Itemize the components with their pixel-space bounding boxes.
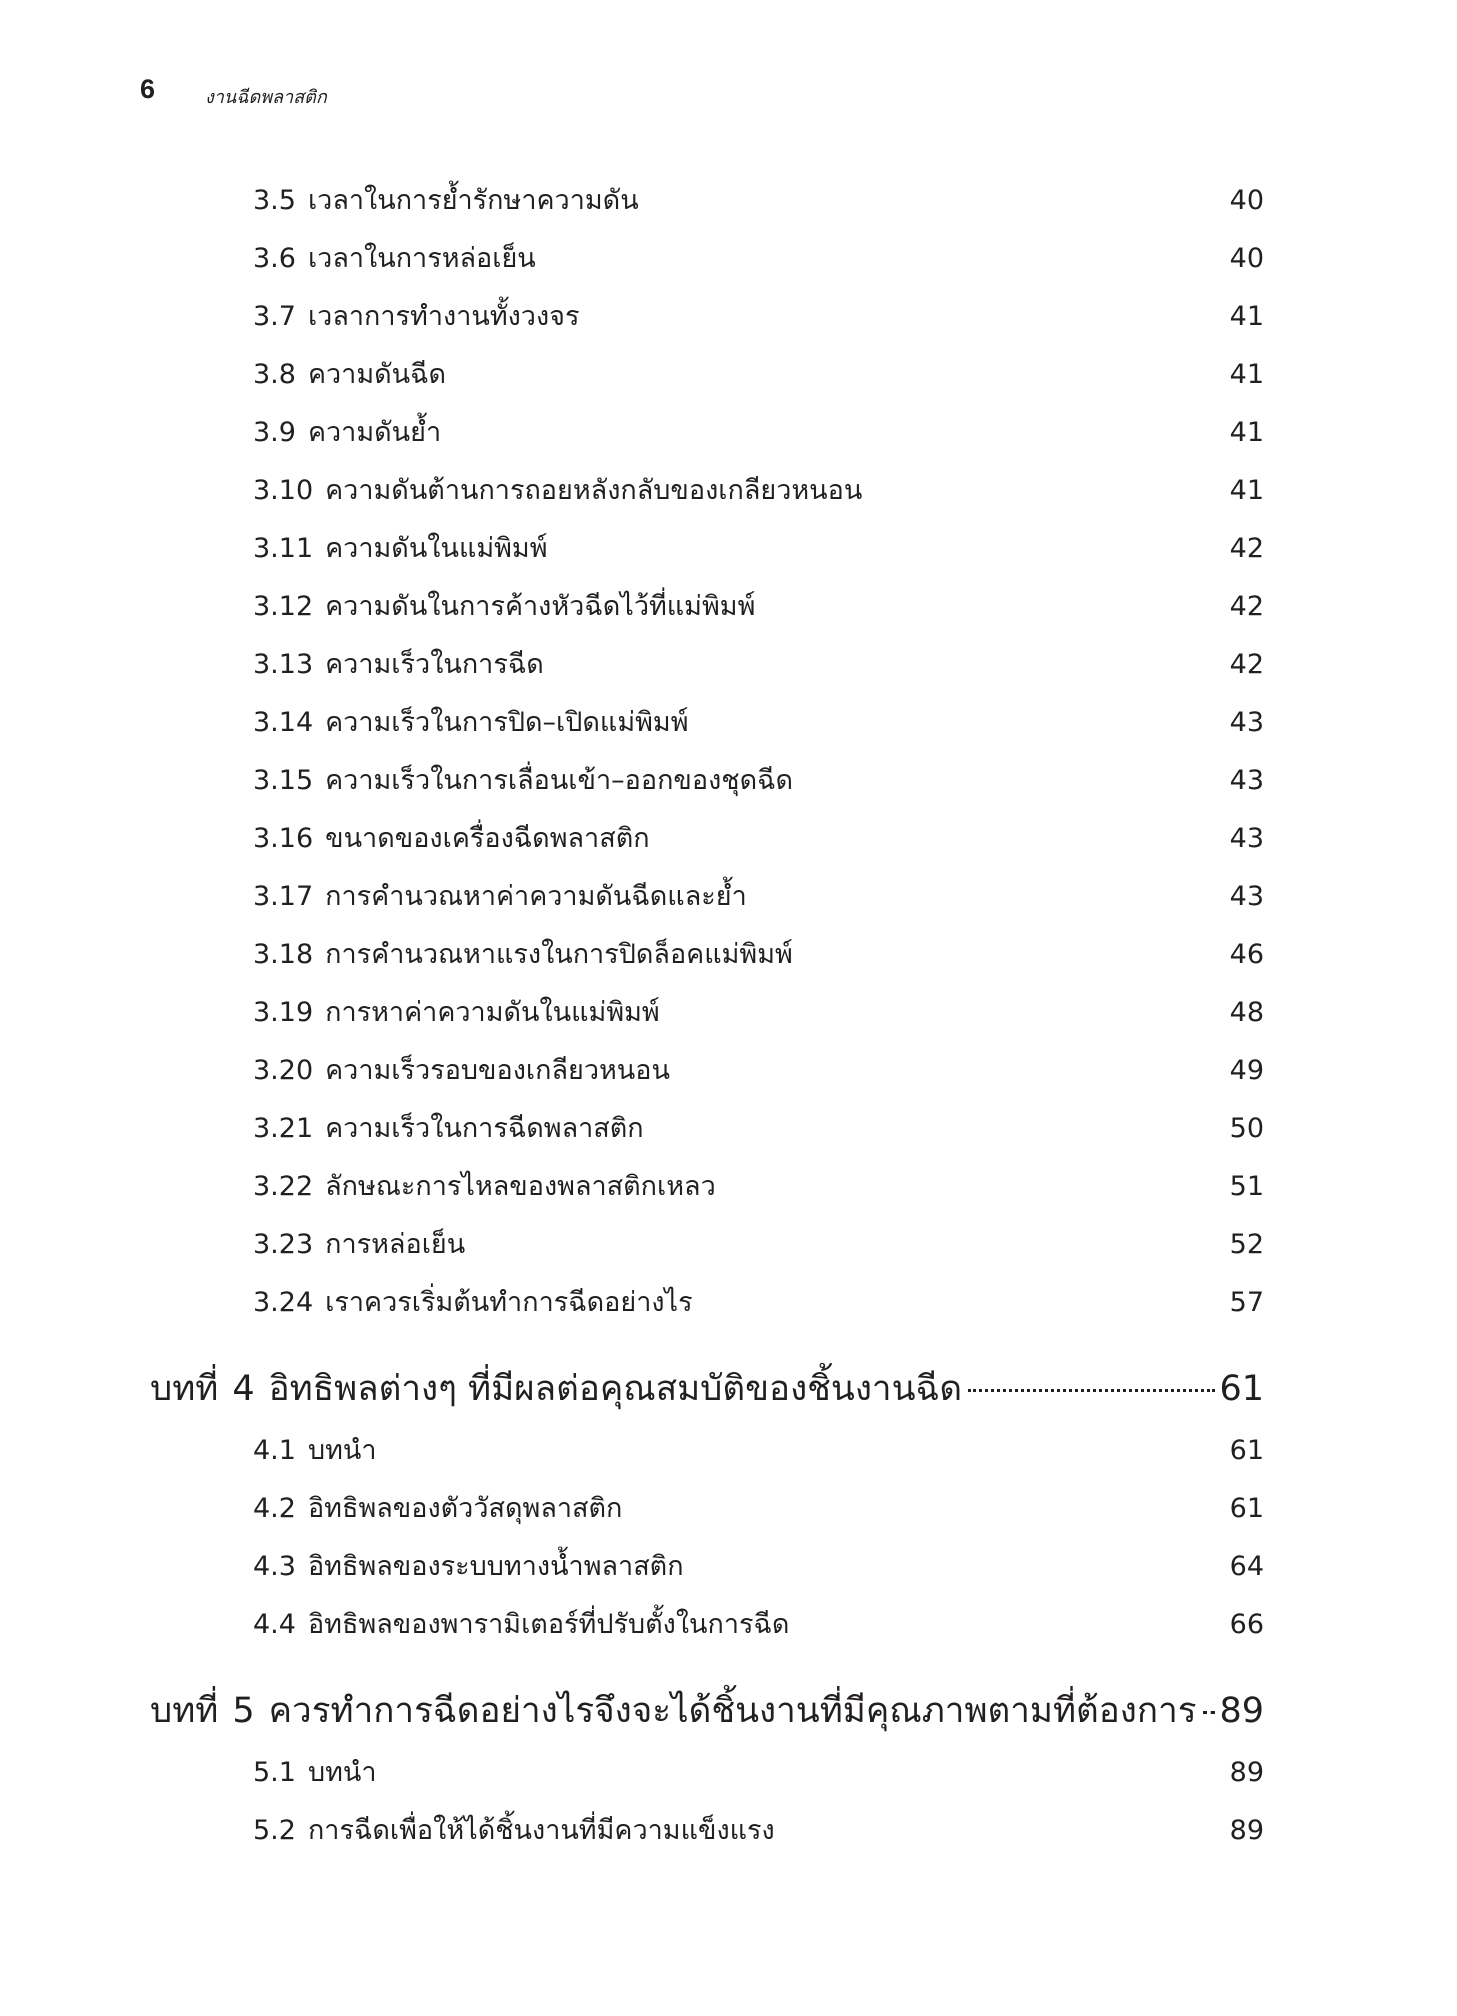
entry-number: 3.7 — [253, 301, 296, 332]
entry-number: 3.13 — [253, 649, 314, 680]
entry-number: 3.10 — [253, 475, 314, 506]
toc-entry — [253, 645, 1264, 685]
entry-page: 42 — [1229, 533, 1264, 564]
entry-number: 3.8 — [253, 359, 296, 390]
entry-number: 3.12 — [253, 591, 314, 622]
entry-page: 42 — [1229, 591, 1264, 622]
running-title: งานฉีดพลาสติก — [205, 87, 327, 108]
toc-entry — [253, 1283, 1264, 1323]
entry-title: บทนำ — [307, 1435, 377, 1466]
toc-entry — [253, 993, 1264, 1033]
entry-page: 57 — [1229, 1287, 1264, 1318]
entry-number: 3.22 — [253, 1171, 314, 1202]
toc-entry — [253, 935, 1264, 975]
entry-title: การฉีดเพื่อให้ได้ชิ้นงานที่มีความแข็งแรง — [307, 1815, 775, 1846]
entry-page: 41 — [1229, 417, 1264, 448]
entry-page: 40 — [1229, 185, 1264, 216]
entry-title: ความเร็วรอบของเกลียวหนอน — [325, 1055, 670, 1086]
entry-title: เวลาในการย้ำรักษาความดัน — [307, 185, 639, 216]
entry-number: 4.2 — [253, 1493, 296, 1524]
dot-leader — [968, 1389, 1215, 1392]
entry-page: 41 — [1229, 301, 1264, 332]
toc-entry — [253, 1753, 1264, 1793]
entry-page: 61 — [1229, 1493, 1264, 1524]
entry-title: ความดันย้ำ — [307, 417, 442, 448]
entry-title: ขนาดของเครื่องฉีดพลาสติก — [325, 823, 650, 854]
entry-page: 41 — [1229, 359, 1264, 390]
toc-entry — [253, 471, 1264, 511]
entry-page: 49 — [1229, 1055, 1264, 1086]
entry-title: ความเร็วในการเลื่อนเข้า–ออกของชุดฉีด — [325, 765, 794, 796]
entry-page: 46 — [1229, 939, 1264, 970]
entry-title: อิทธิพลของพารามิเตอร์ที่ปรับตั้งในการฉีด — [307, 1609, 790, 1640]
page-header — [0, 70, 1457, 110]
toc-entry — [253, 413, 1264, 453]
chapter-number: 4 — [232, 1369, 255, 1409]
toc-entry — [253, 297, 1264, 337]
entry-number: 3.11 — [253, 533, 314, 564]
toc-entry — [253, 1547, 1264, 1587]
toc-entry — [253, 181, 1264, 221]
entry-page: 42 — [1229, 649, 1264, 680]
entry-page: 43 — [1229, 881, 1264, 912]
entry-title: อิทธิพลของตัววัสดุพลาสติก — [307, 1493, 623, 1524]
toc-entry — [253, 1489, 1264, 1529]
entry-number: 3.23 — [253, 1229, 314, 1260]
toc-entry — [253, 703, 1264, 743]
entry-page: 61 — [1229, 1435, 1264, 1466]
entry-number: 3.9 — [253, 417, 296, 448]
dot-leader — [1203, 1711, 1216, 1714]
entry-title: เราควรเริ่มต้นทำการฉีดอย่างไร — [325, 1287, 693, 1318]
entry-number: 3.24 — [253, 1287, 314, 1318]
entry-page: 89 — [1229, 1757, 1264, 1788]
toc-entry — [253, 529, 1264, 569]
entry-title: ความดันต้านการถอยหลังกลับของเกลียวหนอน — [325, 475, 863, 506]
chapter-word: บทที่ — [150, 1369, 219, 1409]
entry-number: 3.6 — [253, 243, 296, 274]
toc-entry — [253, 819, 1264, 859]
entry-title: ความเร็วในการปิด–เปิดแม่พิมพ์ — [325, 707, 689, 738]
entry-title: ความดันในการค้างหัวฉีดไว้ที่แม่พิมพ์ — [325, 591, 756, 622]
entry-title: การหาค่าความดันในแม่พิมพ์ — [325, 997, 660, 1028]
toc-entry — [253, 1605, 1264, 1645]
entry-number: 5.1 — [253, 1757, 296, 1788]
entry-page: 41 — [1229, 475, 1264, 506]
chapter-title: ควรทำการฉีดอย่างไรจึงจะได้ชิ้นงานที่มีคุณภาพตามที่ต้องการ — [268, 1691, 1197, 1731]
entry-number: 5.2 — [253, 1815, 296, 1846]
entry-title: เวลาการทำงานทั้งวงจร — [307, 301, 580, 332]
toc-entry — [253, 1431, 1264, 1471]
entry-page: 43 — [1229, 707, 1264, 738]
chapter-number: 5 — [232, 1691, 255, 1731]
entry-title: บทนำ — [307, 1757, 377, 1788]
toc-entry — [253, 761, 1264, 801]
entry-title: เวลาในการหล่อเย็น — [307, 243, 536, 274]
chapter-word: บทที่ — [150, 1691, 219, 1731]
entry-title: การคำนวณหาค่าความดันฉีดและย้ำ — [325, 881, 747, 912]
entry-page: 64 — [1229, 1551, 1264, 1582]
entry-title: ความเร็วในการฉีดพลาสติก — [325, 1113, 644, 1144]
entry-page: 51 — [1229, 1171, 1264, 1202]
entry-page: 43 — [1229, 823, 1264, 854]
chapter-heading — [150, 1363, 1264, 1415]
entry-number: 3.19 — [253, 997, 314, 1028]
chapter-heading — [150, 1685, 1264, 1737]
entry-title: ความดันในแม่พิมพ์ — [325, 533, 548, 564]
toc-entry — [253, 1811, 1264, 1851]
toc-entry — [253, 239, 1264, 279]
entry-number: 3.18 — [253, 939, 314, 970]
toc-entry — [253, 587, 1264, 627]
entry-number: 3.21 — [253, 1113, 314, 1144]
toc-entry — [253, 1167, 1264, 1207]
chapter-page: 89 — [1219, 1691, 1264, 1731]
entry-number: 4.3 — [253, 1551, 296, 1582]
entry-page: 66 — [1229, 1609, 1264, 1640]
entry-title: การคำนวณหาแรงในการปิดล็อคแม่พิมพ์ — [325, 939, 793, 970]
chapter-title: อิทธิพลต่างๆ ที่มีผลต่อคุณสมบัติของชิ้นงานฉีด — [268, 1369, 963, 1409]
page-number: 6 — [140, 74, 156, 104]
entry-page: 40 — [1229, 243, 1264, 274]
entry-title: ความเร็วในการฉีด — [325, 649, 544, 680]
entry-page: 50 — [1229, 1113, 1264, 1144]
entry-title: ลักษณะการไหลของพลาสติกเหลว — [325, 1171, 716, 1202]
entry-number: 4.1 — [253, 1435, 296, 1466]
toc-entry — [253, 355, 1264, 395]
entry-title: อิทธิพลของระบบทางน้ำพลาสติก — [307, 1551, 684, 1582]
entry-number: 3.16 — [253, 823, 314, 854]
entry-number: 3.17 — [253, 881, 314, 912]
toc-entry — [253, 1051, 1264, 1091]
entry-title: ความดันฉีด — [307, 359, 447, 390]
toc-entry — [253, 877, 1264, 917]
entry-page: 52 — [1229, 1229, 1264, 1260]
entry-title: การหล่อเย็น — [325, 1229, 466, 1260]
entry-page: 89 — [1229, 1815, 1264, 1846]
entry-number: 3.20 — [253, 1055, 314, 1086]
entry-page: 48 — [1229, 997, 1264, 1028]
toc-entry — [253, 1109, 1264, 1149]
toc-entry — [253, 1225, 1264, 1265]
entry-number: 3.5 — [253, 185, 296, 216]
entry-number: 4.4 — [253, 1609, 296, 1640]
entry-number: 3.14 — [253, 707, 314, 738]
entry-number: 3.15 — [253, 765, 314, 796]
entry-page: 43 — [1229, 765, 1264, 796]
chapter-page: 61 — [1219, 1369, 1264, 1409]
